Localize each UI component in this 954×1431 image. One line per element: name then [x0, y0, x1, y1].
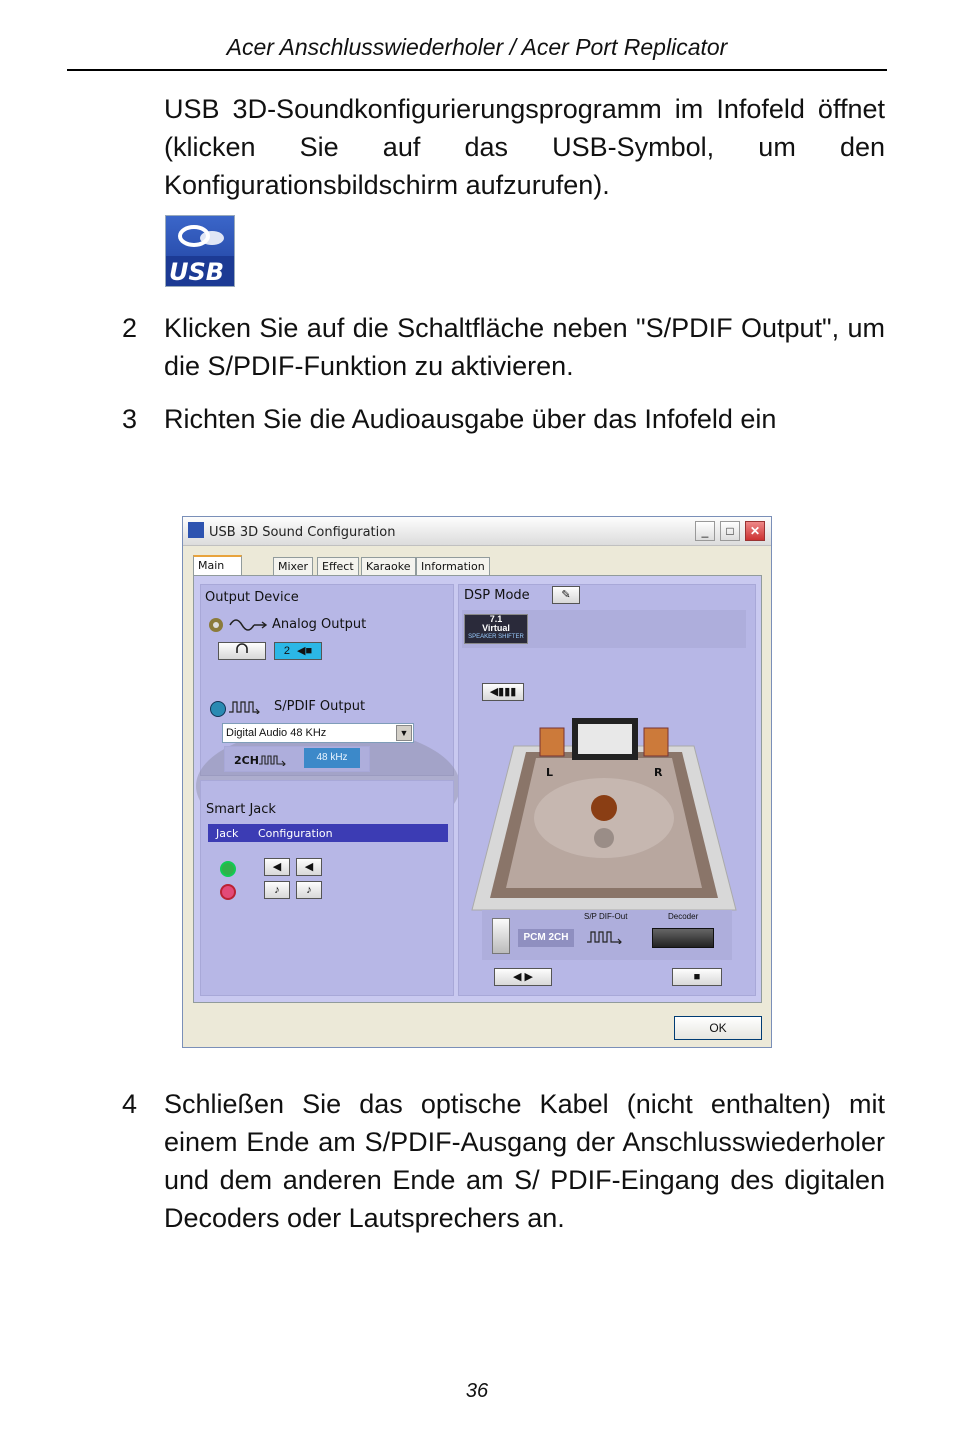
virtual-7-1-bot: SPEAKER SHIFTER [468, 634, 524, 640]
smart-jack-label: Smart Jack [206, 802, 276, 817]
decoder-device-icon [652, 928, 714, 948]
page-header: Acer Anschlusswiederholer / Acer Port Replicator [226, 34, 728, 60]
speaker-icon: ◀■ [297, 645, 313, 657]
intro-paragraph: USB 3D-Soundkonfigurierungsprogramm im Infofeld öffnet (klicken Sie auf das USB-Symbol, um den Konfigurationsbildschirm aufzurufen). [164, 94, 885, 200]
virtual-7-1-mid: Virtual [482, 623, 510, 633]
tab-information[interactable]: Information [416, 557, 490, 576]
configuration-column-header: Configuration [258, 827, 333, 840]
main-setting-panel [193, 575, 762, 1003]
app-icon [188, 522, 204, 538]
step-text: Schließen Sie das optische Kabel (nicht enthalten) mit einem Ende am S/PDIF-Ausgang der Anschlusswiederholer und dem anderen Ende am S/ PDIF-Eingang des digitalen Decoders oder Lautsprechers an. [164, 1089, 885, 1233]
headphone-button[interactable] [218, 642, 266, 660]
headphone-icon [235, 643, 249, 655]
maximize-button[interactable]: □ [720, 521, 740, 541]
tab-main-setting[interactable]: Main [193, 555, 242, 577]
spdif-toggle-button[interactable] [210, 701, 226, 717]
dsp-settings-button[interactable] [552, 586, 580, 604]
green-jack-icon [220, 861, 236, 877]
speaker-left-icon: ◀ [272, 861, 282, 873]
analog-output-label: Analog Output [272, 617, 367, 632]
channel-2-button[interactable] [274, 642, 322, 660]
pink-jack-icon [220, 884, 236, 900]
play-icon: ◀ ▶ [513, 971, 533, 983]
window-title: USB 3D Sound Configuration [209, 525, 396, 540]
dsp-mode-label: DSP Mode [464, 588, 530, 603]
spdif-channel-label: 2CH [234, 754, 259, 767]
speaker-room-visual [466, 708, 742, 916]
usb-icon [165, 215, 235, 287]
header-rule [67, 69, 887, 71]
spdif-signal-icon [586, 930, 632, 944]
jack-column-header: Jack [216, 827, 239, 840]
virtual-7-1-top: 7.1 [489, 614, 503, 624]
jack-speaker-right-button[interactable] [296, 858, 322, 876]
output-device-label: Output Device [205, 590, 299, 605]
sound-config-dialog [182, 516, 772, 1048]
wrench-icon: ✎ [561, 589, 571, 601]
virtual-7-1-button[interactable] [464, 614, 528, 644]
step-number: 3 [122, 404, 138, 434]
spdif-format-value: Digital Audio 48 KHz [226, 727, 327, 739]
spdif-pulse-small-icon [258, 754, 302, 766]
stop-icon: ■ [693, 971, 701, 983]
step-number: 2 [122, 313, 138, 343]
step-text: Klicken Sie auf die Schaltfläche neben "S/PDIF Output", um die S/PDIF-Funktion zu aktivieren. [164, 313, 885, 381]
chevron-down-icon[interactable]: ▼ [396, 725, 412, 741]
page-number: 36 [465, 1380, 489, 1402]
title-bar [183, 517, 771, 546]
close-button[interactable]: ✕ [745, 521, 765, 541]
volume-bars-button[interactable] [482, 683, 524, 701]
channel-2-label: 2 [283, 645, 290, 657]
microphone-icon: ♪ [306, 884, 312, 896]
volume-bars-icon: ◀▮▮▮ [489, 686, 517, 698]
speaker-right-label: R [654, 766, 663, 779]
minimize-button[interactable]: _ [695, 521, 715, 541]
sample-rate-badge: 48 kHz [304, 748, 360, 768]
usb-icon-label: USB [169, 258, 225, 286]
analog-wave-icon [208, 614, 272, 636]
step-text: Richten Sie die Audioausgabe über das Infofeld ein [164, 404, 777, 434]
pc-tower-icon [492, 918, 510, 954]
tab-mixer[interactable]: Mixer [273, 557, 313, 576]
decoder-label: Decoder [668, 912, 699, 921]
tab-effect[interactable]: Effect [317, 557, 359, 576]
stop-test-button[interactable] [672, 968, 722, 986]
spdif-out-label: S/P DIF-Out [584, 912, 628, 921]
speaker-left-label: L [546, 766, 554, 779]
step-number: 4 [122, 1089, 138, 1119]
speaker-right-icon: ◀ [304, 861, 314, 873]
spdif-pulse-icon [228, 700, 272, 714]
jack-speaker-left-button[interactable] [264, 858, 290, 876]
jack-mic-right-button[interactable] [296, 881, 322, 899]
spdif-format-select[interactable] [222, 723, 414, 743]
ok-button[interactable]: OK [674, 1016, 762, 1040]
pcm-badge: PCM 2CH [518, 929, 574, 947]
play-test-button[interactable] [494, 968, 552, 986]
microphone-icon: ♪ [274, 884, 280, 896]
jack-mic-left-button[interactable] [264, 881, 290, 899]
tab-karaoke[interactable]: Karaoke [361, 557, 416, 576]
spdif-output-label: S/PDIF Output [274, 699, 366, 714]
